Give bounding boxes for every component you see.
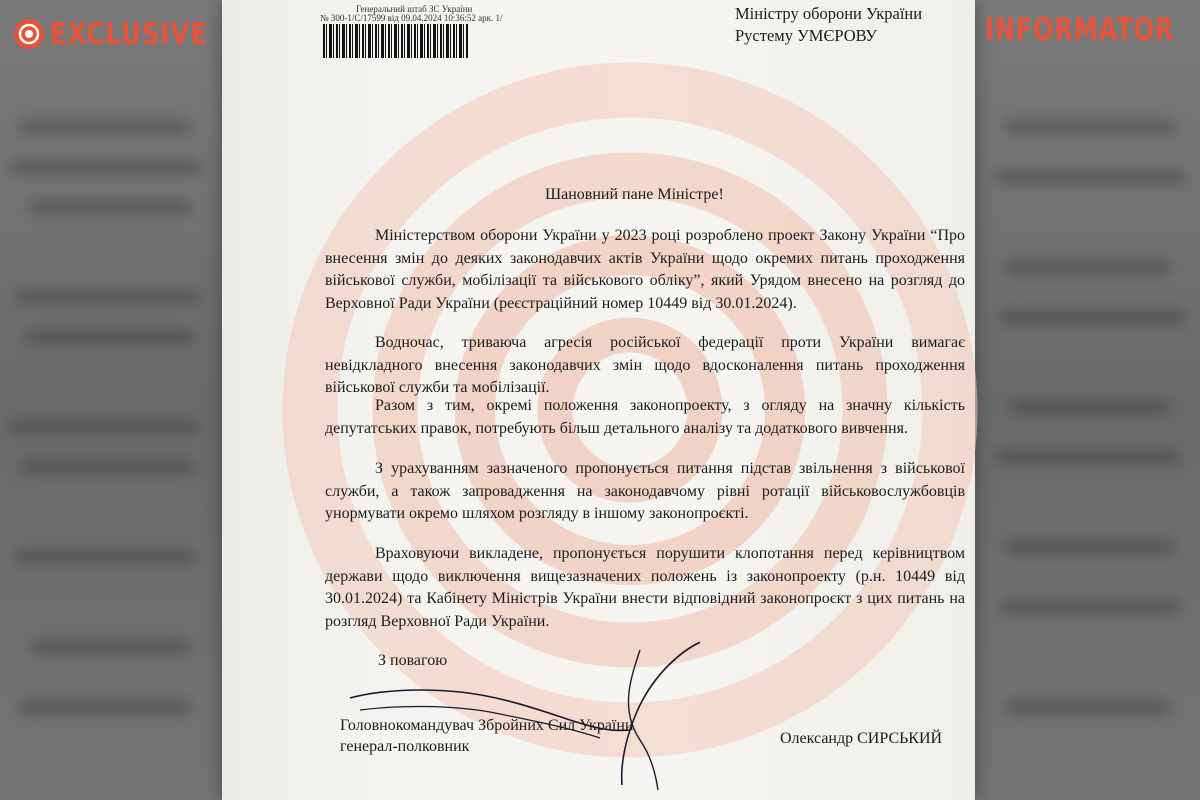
- addressee-line-1: Міністру оборони України: [735, 4, 923, 23]
- closing: З повагою: [378, 652, 448, 669]
- signatory-title-line-1: Головнокомандувач Збройних Сил України: [340, 717, 634, 734]
- eye-icon: [14, 19, 44, 49]
- greeting: Шановний пане Міністре!: [545, 186, 724, 203]
- barcode: [323, 24, 469, 58]
- paragraph-2: Водночас, триваюча агресія російської федерації проти України вимагає невідкладного внесення законодавчих змін щодо вдосконалення питань проходження військової служби та мобілізації.: [325, 334, 965, 396]
- handwritten-signature: [340, 620, 700, 800]
- registration-number: № 300-1/С/17599 від 09.04.2024 10:36:52 арк. 1/: [320, 13, 503, 23]
- exclusive-logo: [14, 14, 242, 54]
- paragraph-1: Міністерством оборони України у 2023 році розроблено проект Закону України “Про внесення змін до деяких законодавчих актів України щодо окремих питань проходження військової служби, мобілізації та військового обліку”, який Урядом внесено на розгляд до Верховної Ради України (реєстраційний номер 10449 від 30.01.2024).: [325, 227, 965, 312]
- exclusive-logo-text: EXCLUSIVE: [50, 16, 208, 52]
- blurred-background-left: [0, 0, 222, 800]
- signatory-name: Олександр СИРСЬКИЙ: [780, 730, 943, 747]
- signatory-title-line-2: генерал-полковник: [340, 738, 470, 755]
- paragraph-4: З урахуванням зазначеного пропонується питання підстав звільнення з військової служби, а також запровадження на законодавчому рівні ротації військовослужбовців унормувати окремо шляхом розгляду в іншому законопроєкті.: [325, 460, 965, 522]
- paragraph-5: Враховуючи викладене, пропонується порушити клопотання перед керівництвом держави щодо виключення вищезазначених положень із законопроекту (р.н. 10449 від 30.01.2024) та Кабінету Міністрів України внести відповідний законопроєкт з цих питань на розгляд Верховної Ради України.: [325, 545, 965, 630]
- informator-logo: INFORMATOR: [985, 12, 1175, 48]
- addressee-line-2: Рустему УМЄРОВУ: [735, 26, 877, 45]
- blurred-background-right: [975, 0, 1200, 800]
- paragraph-3: Разом з тим, окремі положення законопроекту, з огляду на значну кількість депутатських правок, потребують більш детального аналізу та додаткового вивчення.: [325, 397, 965, 437]
- header-stamp: Генеральний штаб ЗС України: [356, 4, 473, 14]
